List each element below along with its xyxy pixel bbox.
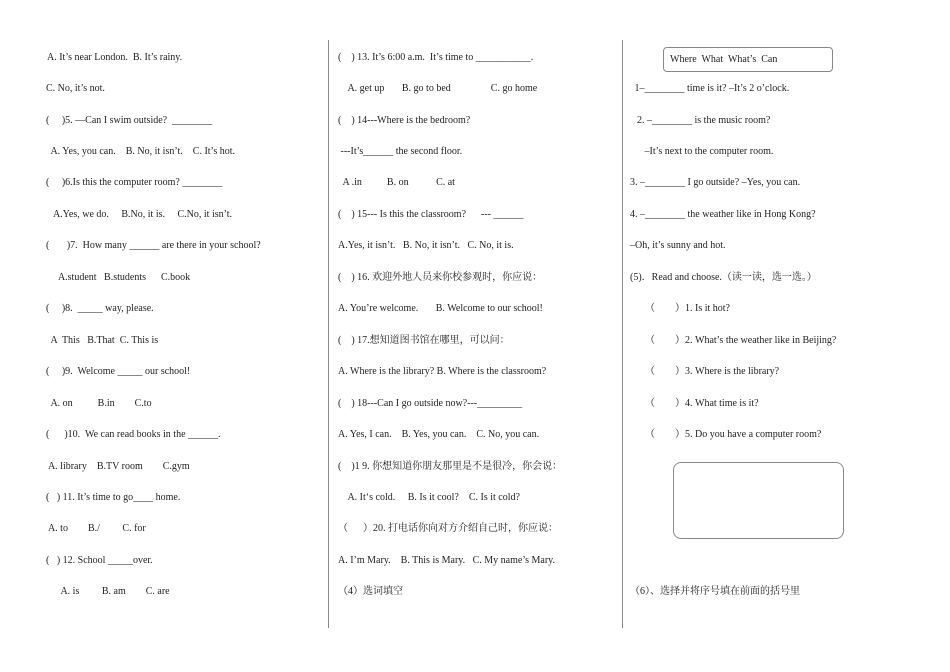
question-line: ( )9. Welcome _____ our school!: [46, 366, 191, 377]
question-line: 1–________ time is it? –It’s 2 o’clock.: [632, 83, 790, 94]
question-line: ( ) 17.想知道图书馆在哪里，可以问：: [338, 335, 510, 346]
question-line: A. Yes, I can. B. Yes, you can. C. No, you can.: [338, 429, 540, 440]
question-line: ( ) 13. It’s 6:00 a.m. It’s time to ___________.: [338, 52, 534, 63]
question-line: A. It’s near London. B. It’s rainy.: [47, 52, 183, 63]
question-line: ( ) 11. It’s time to go____ home.: [46, 492, 181, 503]
question-line: ---It’s______ the second floor.: [338, 146, 463, 157]
question-line: A. get up B. go to bed C. go home: [338, 83, 538, 94]
question-line: （ ）4. What time is it?: [630, 398, 759, 409]
question-line: C. No, it’s not.: [46, 83, 105, 94]
column-1: [0, 0, 328, 672]
question-line: A. on B.in C.to: [46, 398, 152, 409]
question-line: A .in B. on C. at: [338, 177, 455, 188]
question-line: ( )5. —Can I swim outside? ________: [46, 115, 213, 126]
word-bank: Where What What’s Can: [670, 54, 778, 65]
question-line: A. library B.TV room C.gym: [46, 461, 190, 472]
question-line: 2. –________ is the music room?: [632, 115, 771, 126]
column-3: [624, 0, 950, 672]
question-line: ( ) 14---Where is the bedroom?: [338, 115, 471, 126]
section-heading: (5)．Read and choose.（读一读，选一选。）: [630, 272, 817, 283]
question-line: A. You’re welcome. B. Welcome to our school!: [338, 303, 543, 314]
question-line: A. is B. am C. are: [46, 586, 170, 597]
question-line: ( ) 16. 欢迎外地人员来你校参观时，你应说：: [338, 272, 543, 283]
question-line: A.student B.students C.book: [46, 272, 191, 283]
question-line: ( )10. We can read books in the ______.: [46, 429, 221, 440]
answer-box: [673, 462, 844, 539]
question-line: A. It‘s cold. B. Is it cool? C. Is it cold?: [338, 492, 520, 503]
question-line: A. Yes, you can. B. No, it isn’t. C. It’s hot.: [46, 146, 235, 157]
question-line: 4. –________ the weather like in Hong Kong?: [630, 209, 816, 220]
question-line: （ ）5. Do you have a computer room?: [630, 429, 822, 440]
question-line: A.Yes, it isn’t. B. No, it isn’t. C. No, it is.: [338, 240, 514, 251]
question-line: –It’s next to the computer room.: [632, 146, 774, 157]
question-line: A This B.That C. This is: [46, 335, 159, 346]
question-line: ( ) 18---Can I go outside now?---_________: [338, 398, 523, 409]
question-line: ( )6.Is this the computer room? ________: [46, 177, 223, 188]
question-line: ( ) 15--- Is this the classroom? --- ______: [338, 209, 524, 220]
column-divider: [328, 40, 329, 628]
column-2: [330, 0, 622, 672]
question-line: ( )7. How many ______ are there in your school?: [46, 240, 261, 251]
question-line: ( )8. _____ way, please.: [46, 303, 154, 314]
question-line: （ ）1. Is it hot?: [630, 303, 730, 314]
question-line: （ ）20. 打电话你向对方介绍自己时，你应说：: [338, 523, 558, 534]
section-heading: （6）、选择并将序号填在前面的括号里: [630, 586, 800, 597]
column-divider: [622, 40, 623, 628]
question-line: A. to B./ C. for: [46, 523, 146, 534]
question-line: （ ）3. Where is the library?: [630, 366, 780, 377]
question-line: –Oh, it’s sunny and hot.: [630, 240, 726, 251]
question-line: ( ) 12. School _____over.: [46, 555, 153, 566]
question-line: A.Yes, we do. B.No, it is. C.No, it isn’t.: [46, 209, 233, 220]
question-line: ( )1 9. 你想知道你朋友那里是不是很冷，你会说：: [338, 461, 563, 472]
question-line: 3. –________ I go outside? –Yes, you can.: [630, 177, 801, 188]
question-line: A. I’m Mary. B. This is Mary. C. My name’s Mary.: [338, 555, 556, 566]
question-line: A. Where is the library? B. Where is the classroom?: [338, 366, 547, 377]
question-line: （ ）2. What’s the weather like in Beijing?: [630, 335, 837, 346]
section-heading: （4）选词填空: [338, 586, 403, 597]
